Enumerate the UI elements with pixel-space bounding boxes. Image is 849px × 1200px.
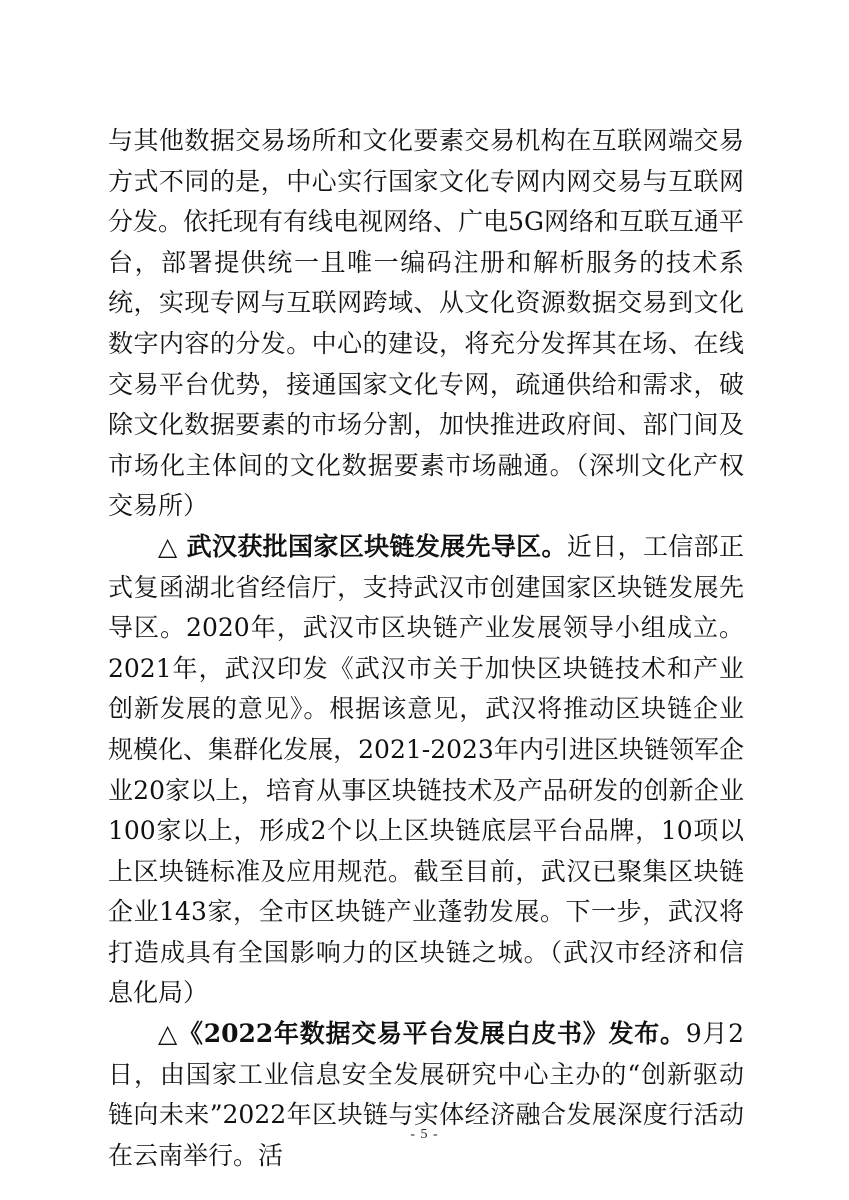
paragraph-continuation bbox=[108, 121, 744, 527]
paragraph-whitepaper bbox=[108, 1014, 744, 1176]
paragraph-headline: △《2022年数据交易平台发展白皮书》发布。 bbox=[158, 1019, 686, 1049]
paragraph-text: 近日，工信部正式复函湖北省经信厅，支持武汉市创建国家区块链发展先导区。2020年，武汉市区块链产业发展领导小组成立。2021年，武汉印发《武汉市关于加快区块链技术和产业创新发展的意见》。根据该意见，武汉将推动区块链企业规模化、集群化发展，2021-2023年内引进区块链领军企业20家以上，培育从事区块链技术及产品研发的创新企业100家以上，形成2个以上区块链底层平台品牌，10项以上区块链标准及应用规范。截至目前，武汉已聚集区块链企业143家，全市区块链产业蓬勃发展。下一步，武汉将打造成具有全国影响力的区块链之城。（武汉市经济和信息化局） bbox=[108, 531, 744, 1008]
paragraph-text: 与其他数据交易场所和文化要素交易机构在互联网端交易方式不同的是，中心实行国家文化专网内网交易与互联网分发。依托现有有线电视网络、广电5G网络和互联互通平台，部署提供统一且唯一编码注册和解析服务的技术系统，实现专网与互联网跨域、从文化资源数据交易到文化数字内容的分发。中心的建设，将充分发挥其在场、在线交易平台优势，接通国家文化专网，疏通供给和需求，破除文化数据要素的市场分割，加快推进政府间、部门间及市场化主体间的文化数据要素市场融通。（深圳文化产权交易所） bbox=[108, 126, 744, 521]
paragraph-headline: △ 武汉获批国家区块链发展先导区。 bbox=[158, 531, 567, 561]
paragraph-wuhan-blockchain bbox=[108, 527, 744, 1014]
paragraph-text: 9月2日，由国家工业信息安全发展研究中心主办的“创新驱动 链向未来”2022年区块链与实体经济融合发展深度行活动在云南举行。活 bbox=[108, 1019, 744, 1170]
document-body bbox=[108, 121, 744, 1176]
page-number: - 5 - bbox=[410, 1127, 439, 1142]
